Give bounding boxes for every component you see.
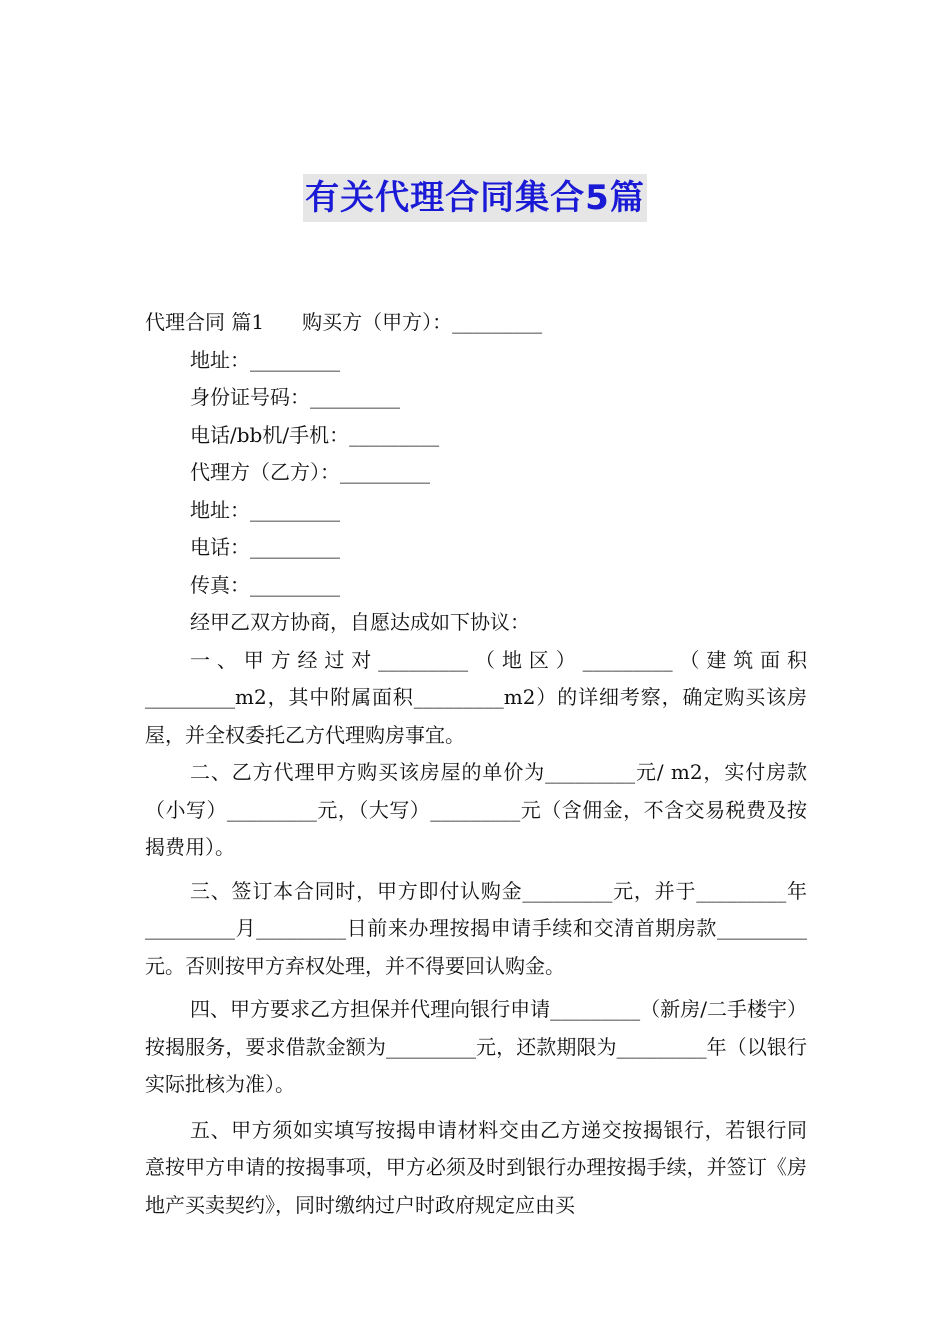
contract-heading-line [145,304,807,342]
buyer-id-field: 身份证号码：_________ [190,385,400,409]
clause-3: 三、签订本合同时，甲方即付认购金_________元，并于_________年_________月_________日前来办理按揭申请手续和交清首期房款_________元。否则按甲方弃权处理，并不得要回认购金。 [145,878,807,978]
clause-5: 五、甲方须如实填写按揭申请材料交由乙方递交按揭银行，若银行同意按甲方申请的按揭事项，甲方必须及时到银行办理按揭手续，并签订《房地产买卖契约》，同时缴纳过户时政府规定应由买 [145,1117,807,1217]
buyer-phone-field: 电话/bb机/手机：_________ [190,422,440,447]
buyer-field: 购买方（甲方）：_________ [302,310,543,334]
agent-address-field: 地址：_________ [190,497,340,522]
document-title: 有关代理合同集合5篇 [303,174,647,222]
agreement-intro: 经甲乙双方协商，自愿达成如下协议： [190,610,530,634]
agent-field: 代理方（乙方）：_________ [190,460,430,484]
clause-2: 二、乙方代理甲方购买该房屋的单价为_________元/ m2，实付房款（小写）_________元，（大写）_________元（含佣金，不含交易税费及按揭费用）。 [145,760,807,859]
title-container [0,174,950,222]
document-body [145,304,807,1224]
clause-4: 四、甲方要求乙方担保并代理向银行申请_________（新房/二手楼宇）按揭服务，要求借款金额为_________元，还款期限为_________年（以银行实际批核为准）。 [145,997,807,1096]
agent-phone-field: 电话：_________ [190,535,340,559]
buyer-address-field: 地址：_________ [190,347,340,372]
agent-fax-field: 传真：_________ [190,572,340,597]
clause-1: 一、甲方经过对_________（地区）_________（建筑面积_________m2，其中附属面积_________m2）的详细考察，确定购买该房屋，并全权委托乙方代理购房事宜。 [145,647,807,747]
contract-section-label: 代理合同 篇1 [145,310,265,334]
